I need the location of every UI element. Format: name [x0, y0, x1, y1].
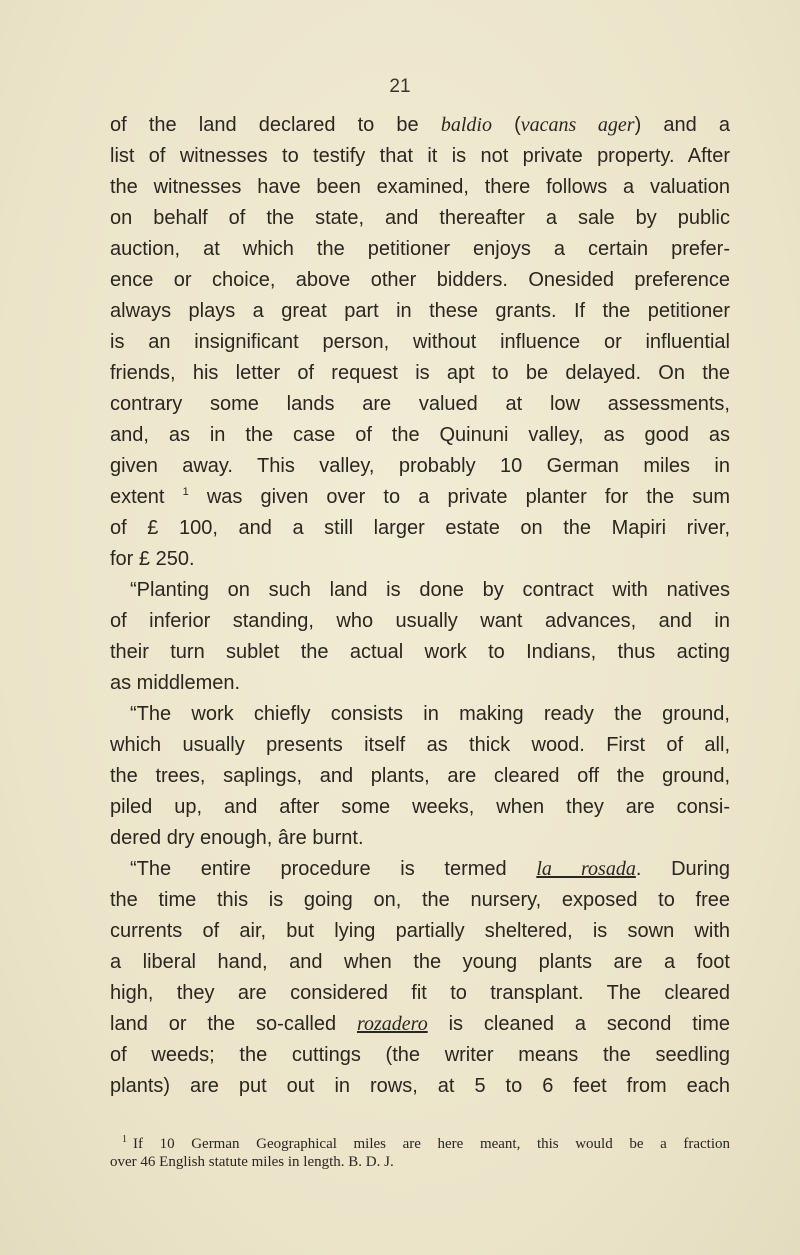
text-line: high, they are considered fit to transplant. The cleared — [110, 982, 730, 1004]
text-line: the witnesses have been examined, there follows a valuation — [110, 176, 730, 198]
italic-term: rozadero — [356, 1013, 428, 1035]
text-line — [110, 482, 730, 513]
text-line: always plays a great part in these grants. If the petitioner — [110, 300, 730, 322]
text-line: for £ 250. — [110, 548, 195, 570]
text-line: piled up, and after some weeks, when they are consi- — [110, 796, 730, 818]
text-line: auction, at which the petitioner enjoys a certain prefer- — [110, 238, 730, 260]
text-line: is an insignificant person, without influence or influential — [110, 331, 730, 353]
text-run: is cleaned a second time — [427, 1013, 730, 1035]
text-line: a liberal hand, and when the young plants are a foot — [110, 951, 730, 973]
text-line: of £ 100, and a still larger estate on the Mapiri river, — [110, 517, 730, 539]
text-line: currents of air, but lying partially sheltered, is sown with — [110, 920, 730, 942]
text-line: “The work chiefly consists in making ready the ground, — [130, 703, 730, 725]
text-run: land or the so-called — [110, 1013, 357, 1035]
text-line: given away. This valley, probably 10 German miles in — [110, 455, 730, 477]
italic-term: la rosada — [536, 858, 636, 880]
text-run: was given over to a private planter for the sum — [188, 486, 730, 508]
text-line: the time this is going on, the nursery, exposed to free — [110, 889, 730, 911]
text-run: of the land declared to be — [110, 114, 441, 136]
footnote-reference[interactable]: 1 — [182, 486, 189, 498]
text-line: the trees, saplings, and plants, are cleared off the ground, — [110, 765, 730, 787]
text-run: ( — [491, 114, 521, 136]
footnotes — [110, 1129, 730, 1173]
text-line: of inferior standing, who usually want advances, and in — [110, 610, 730, 632]
text-line: as middlemen. — [110, 672, 241, 694]
footnote-text: If 10 German Geographical miles are here meant, this would be a fraction — [133, 1136, 730, 1151]
italic-term: baldio — [440, 114, 492, 136]
text-run: ) and a — [634, 114, 730, 136]
text-run: extent — [110, 486, 183, 508]
text-line: on behalf of the state, and thereafter a sale by public — [110, 207, 730, 229]
text-line: their turn sublet the actual work to Indians, thus acting — [110, 641, 730, 663]
text-line: list of witnesses to testify that it is not private property. After — [110, 145, 730, 167]
text-line: of weeds; the cuttings (the writer means the seedling — [110, 1044, 730, 1066]
text-run: . During — [635, 858, 730, 880]
text-line — [110, 854, 730, 885]
text-line — [110, 110, 730, 141]
text-line — [110, 1009, 730, 1040]
italic-term: vacans ager — [520, 114, 635, 136]
text-line: dered dry enough, âre burnt. — [110, 827, 364, 849]
text-line: contrary some lands are valued at low assessments, — [110, 393, 730, 415]
text-line: which usually presents itself as thick wood. First of all, — [110, 734, 730, 756]
footnote-line: over 46 English statute miles in length. B. D. J. — [110, 1154, 394, 1170]
text-line: ence or choice, above other bidders. Onesided preference — [110, 269, 730, 291]
text-line: friends, his letter of request is apt to be delayed. On the — [110, 362, 730, 384]
text-line: “Planting on such land is done by contract with natives — [130, 579, 730, 601]
page-number: 21 — [389, 76, 411, 97]
text-line: and, as in the case of the Quinuni valley, as good as — [110, 424, 730, 446]
text-run: “The entire procedure is termed — [130, 858, 537, 880]
footnote-line — [110, 1129, 730, 1151]
text-line: plants) are put out in rows, at 5 to 6 feet from each — [110, 1075, 730, 1097]
footnote-marker: 1 — [122, 1134, 127, 1145]
body-text — [110, 110, 730, 1102]
